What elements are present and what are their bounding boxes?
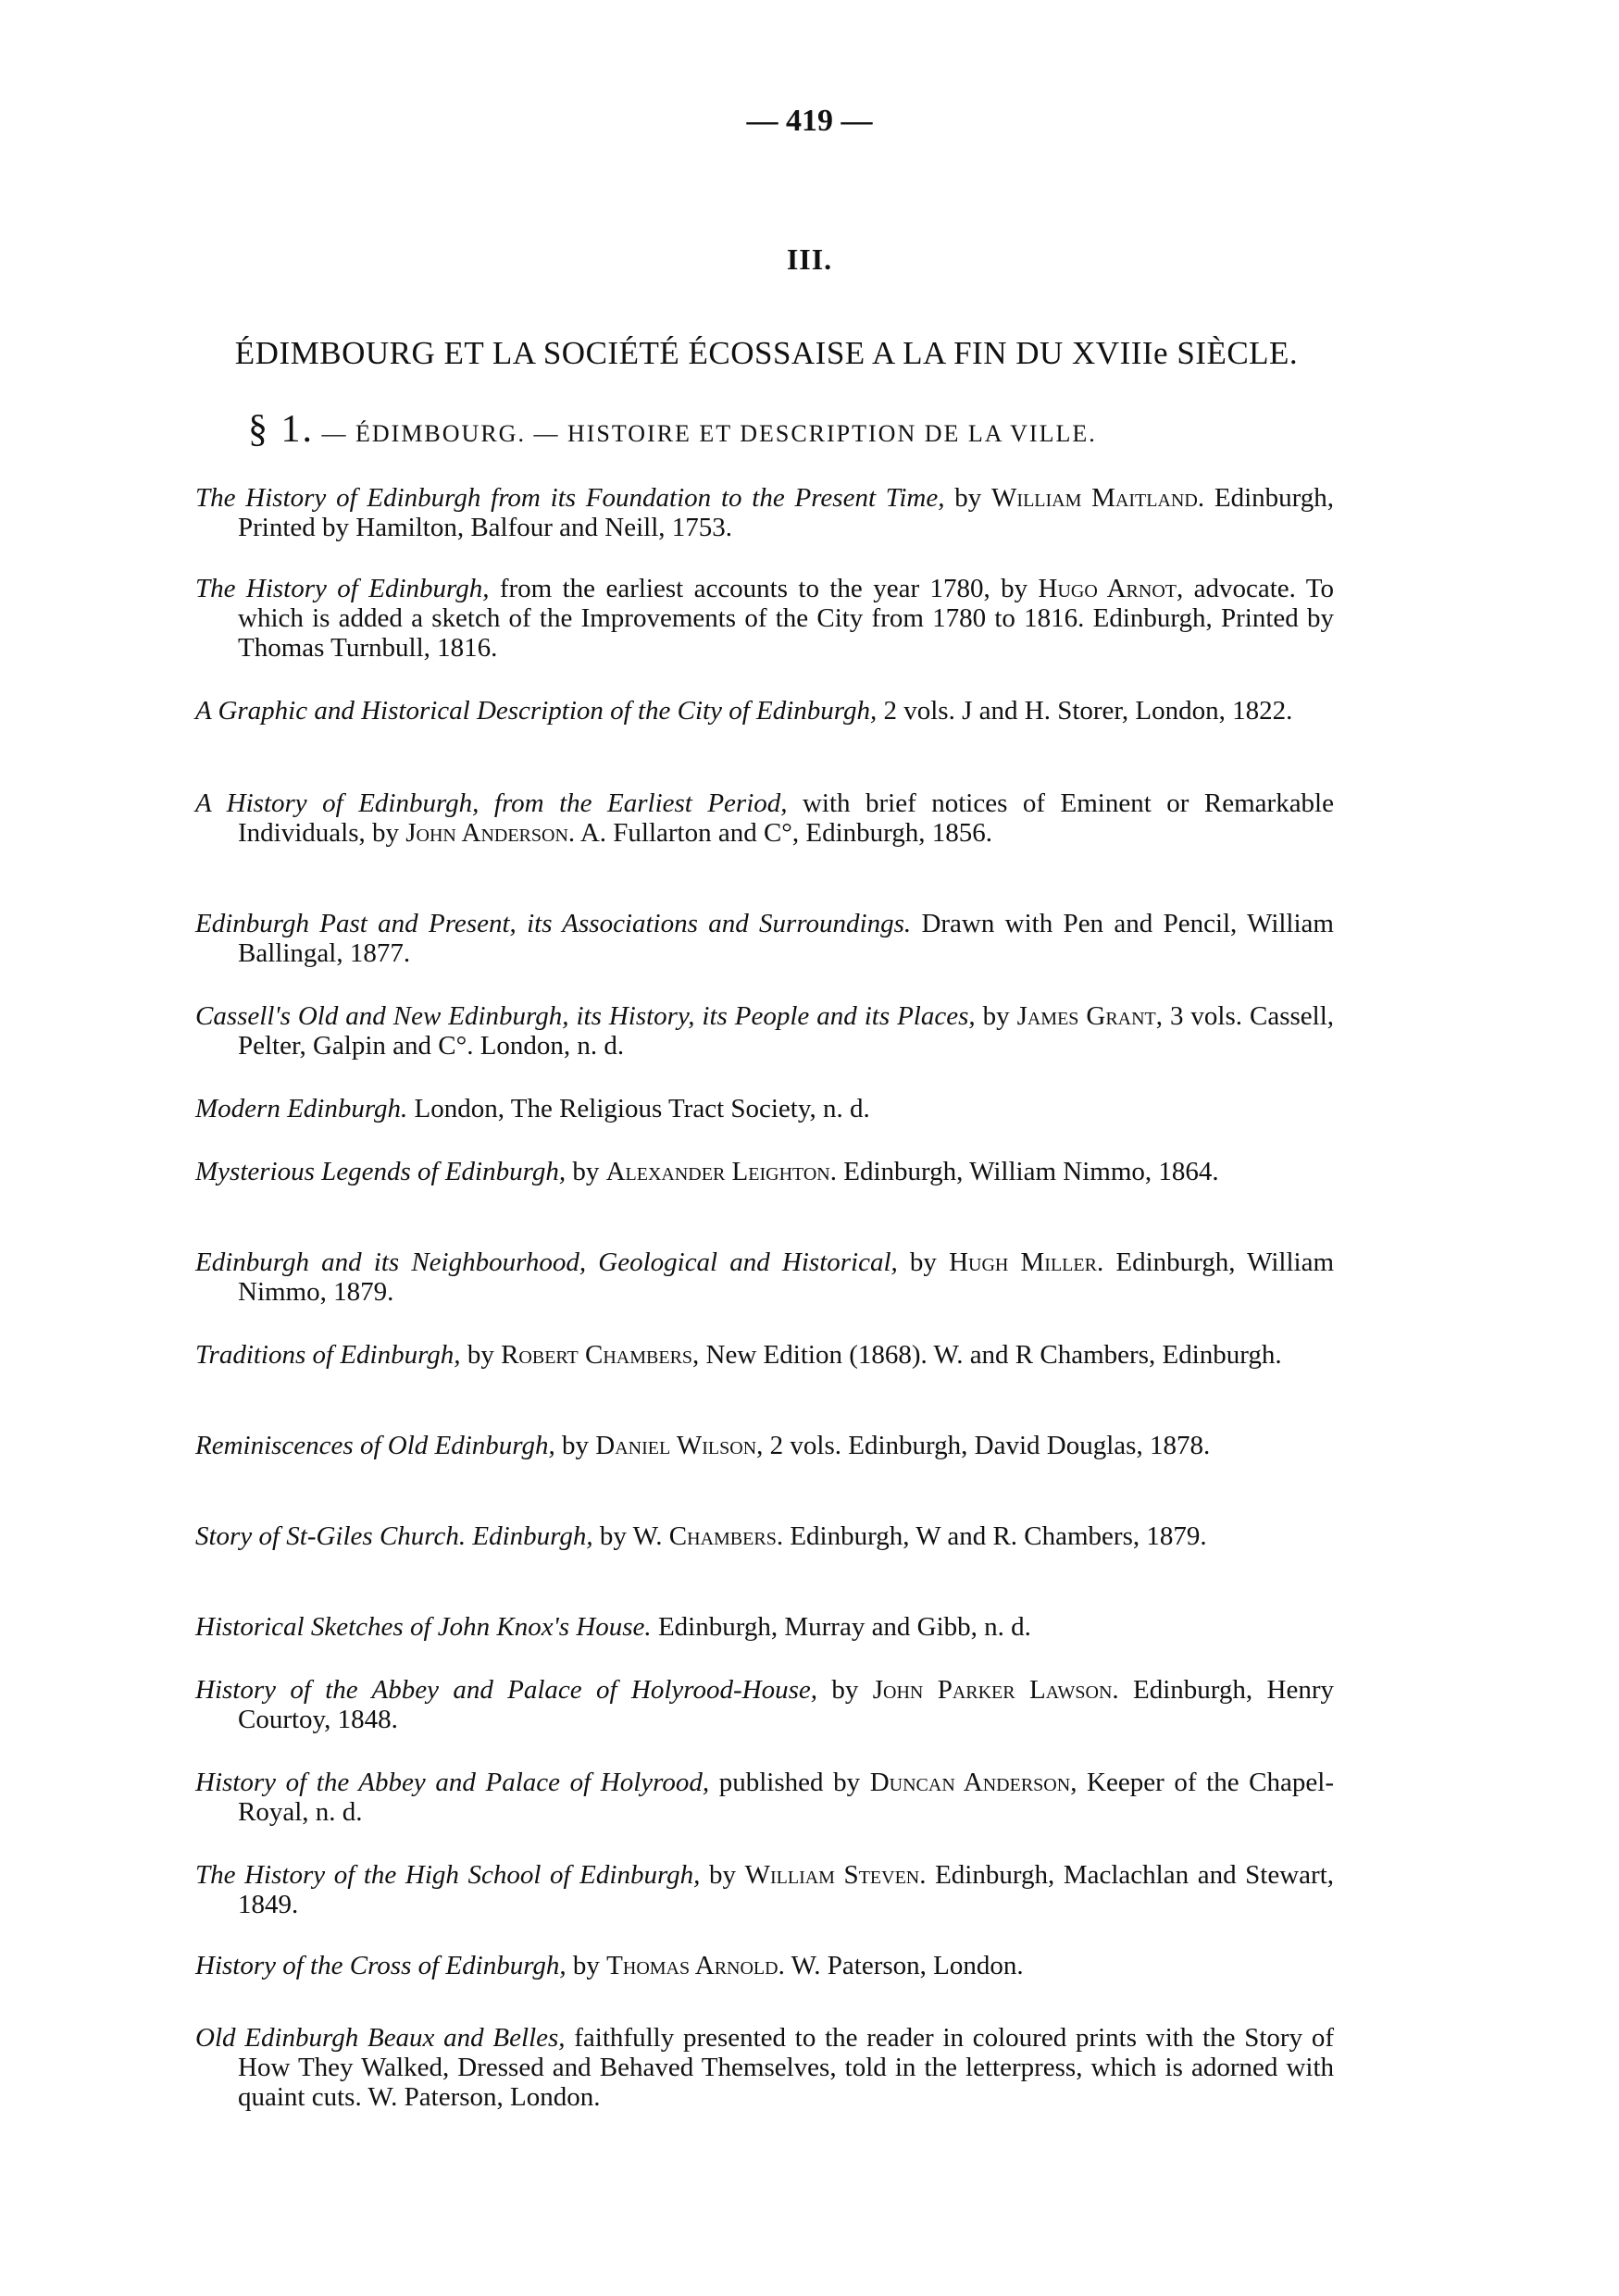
entry-text: . W. Paterson, London. xyxy=(778,1951,1024,1980)
entry-author: Hugo Arnot xyxy=(1038,574,1177,603)
bibliography-entry xyxy=(195,1951,1334,1980)
bibliography-entry xyxy=(195,1431,1334,1460)
bibliography-entry xyxy=(195,483,1334,542)
bibliography-entry xyxy=(195,1001,1334,1061)
entry-text: published by xyxy=(709,1768,870,1797)
entry-title: Reminiscences of Old Edinburgh, xyxy=(195,1431,555,1460)
entry-text: , 3 vols. Cassell, Pelter, Galpin and C°. London, n. d. xyxy=(238,1001,1335,1061)
entry-author: Alexander Leighton xyxy=(605,1157,830,1186)
entry-author: John Parker Lawson xyxy=(872,1675,1113,1705)
chapter-title: ÉDIMBOURG ET LA SOCIÉTÉ ÉCOSSAISE A LA FIN DU XVIIIe SIÈCLE. xyxy=(234,335,1299,371)
entry-text: London, The Religious Tract Society, n. d. xyxy=(407,1094,870,1123)
entry-title: History of the Cross of Edinburgh, xyxy=(195,1951,567,1980)
entry-text: 2 vols. J and H. Storer, London, 1822. xyxy=(877,696,1293,726)
entry-text: by xyxy=(975,1001,1017,1031)
entry-title: The History of Edinburgh, xyxy=(195,574,490,603)
bibliography-entry xyxy=(195,909,1334,968)
entry-text: . Edinburgh, Printed by Hamilton, Balfour and Neill, 1753. xyxy=(238,483,1335,542)
entry-text: , New Edition (1868). W. and R Chambers, Edinburgh. xyxy=(692,1340,1282,1370)
entry-text: by xyxy=(944,483,992,513)
entry-text: by xyxy=(566,1157,606,1186)
bibliography-entry xyxy=(195,1612,1334,1642)
entry-text: . Edinburgh, William Nimmo, 1879. xyxy=(238,1247,1335,1307)
entry-title: Edinburgh Past and Present, its Associations and Surroundings. xyxy=(195,909,912,938)
entry-title: Historical Sketches of John Knox's House. xyxy=(195,1612,652,1642)
page-number: — 419 — xyxy=(746,104,873,138)
section-heading-text: — ÉDIMBOURG. — HISTOIRE ET DESCRIPTION DE LA VILLE. xyxy=(321,420,1097,447)
entry-author: Robert Chambers xyxy=(501,1340,693,1370)
entry-text: faithfully presented to the reader in coloured prints with the Story of How They Walked, Dressed and Behaved Themselves, told in the letterpress, which is adorned with quaint cuts. W. Paterson, London. xyxy=(238,2023,1334,2112)
entry-title: Old Edinburgh Beaux and Belles, xyxy=(195,2023,566,2053)
section-heading xyxy=(248,407,1322,452)
bibliography-entry xyxy=(195,1768,1334,1827)
entry-author: Daniel Wilson xyxy=(595,1431,757,1460)
entry-text: from the earliest accounts to the year 1780, by xyxy=(489,574,1039,603)
entry-author: William Maitland xyxy=(991,483,1198,513)
entry-text: Edinburgh, Murray and Gibb, n. d. xyxy=(651,1612,1031,1642)
entry-text: . Edinburgh, W and R. Chambers, 1879. xyxy=(776,1521,1207,1551)
entry-author: William Steven xyxy=(744,1860,920,1890)
bibliography-entry xyxy=(195,1521,1334,1551)
entry-text: with brief notices of Eminent or Remarkable Individuals, by xyxy=(238,788,1334,848)
bibliography-entry xyxy=(195,574,1334,663)
entry-author: Hugh Miller xyxy=(949,1247,1097,1277)
entry-title: Traditions of Edinburgh, xyxy=(195,1340,461,1370)
entry-text: . Edinburgh, William Nimmo, 1864. xyxy=(829,1157,1219,1186)
entry-author: Chambers xyxy=(668,1521,777,1551)
bibliography-entry xyxy=(195,1094,1334,1123)
entry-text: by xyxy=(700,1860,745,1890)
bibliography-entry xyxy=(195,1157,1334,1186)
entry-text: , 2 vols. Edinburgh, David Douglas, 1878. xyxy=(756,1431,1211,1460)
entry-title: A History of Edinburgh, from the Earliest Period, xyxy=(195,788,788,818)
entry-text: by xyxy=(554,1431,596,1460)
entry-title: Mysterious Legends of Edinburgh, xyxy=(195,1157,567,1186)
entry-author: James Grant xyxy=(1016,1001,1156,1031)
bibliography-entry xyxy=(195,696,1334,726)
entry-title: The History of Edinburgh from its Foundation to the Present Time, xyxy=(195,483,945,513)
part-heading: III. xyxy=(786,242,833,276)
entry-title: History of the Abbey and Palace of Holyrood, xyxy=(195,1768,710,1797)
entry-text: . A. Fullarton and C°, Edinburgh, 1856. xyxy=(567,818,993,848)
entry-text: , Keeper of the Chapel-Royal, n. d. xyxy=(238,1768,1334,1827)
entry-title: A Graphic and Historical Description of the City of Edinburgh, xyxy=(195,696,878,726)
entry-author: John Anderson xyxy=(405,818,568,848)
entry-title: Story of St-Giles Church. Edinburgh, xyxy=(195,1521,593,1551)
entry-text: by W. xyxy=(592,1521,669,1551)
entry-text: . Edinburgh, Maclachlan and Stewart, 1849. xyxy=(238,1860,1335,1919)
bibliography-entry xyxy=(195,788,1334,848)
bibliography-entry xyxy=(195,1340,1334,1370)
bibliography-entry xyxy=(195,1247,1334,1307)
entry-text: by xyxy=(897,1247,950,1277)
entry-title: The History of the High School of Edinburgh, xyxy=(195,1860,701,1890)
entry-text: , advocate. To which is added a sketch of the Improvements of the City from 1780 to 1816. Edinburgh, Printed by Thomas Turnbull, 1816. xyxy=(238,574,1334,663)
entry-text: Drawn with Pen and Pencil, William Ballingal, 1877. xyxy=(238,909,1334,968)
entry-author: Duncan Anderson xyxy=(869,1768,1071,1797)
entry-text: by xyxy=(460,1340,502,1370)
entry-text: . Edinburgh, Henry Courtoy, 1848. xyxy=(238,1675,1334,1734)
bibliography-entry xyxy=(195,1860,1334,1919)
entry-title: Edinburgh and its Neighbourhood, Geological and Historical, xyxy=(195,1247,898,1277)
bibliography-entry xyxy=(195,2023,1334,2112)
bibliography-entry xyxy=(195,1675,1334,1734)
entry-title: Cassell's Old and New Edinburgh, its History, its People and its Places, xyxy=(195,1001,976,1031)
entry-title: History of the Abbey and Palace of Holyrood-House, xyxy=(195,1675,818,1705)
entry-title: Modern Edinburgh. xyxy=(195,1094,408,1123)
entry-text: by xyxy=(566,1951,607,1980)
entry-author: Thomas Arnold xyxy=(606,1951,778,1980)
entry-text: by xyxy=(817,1675,873,1705)
section-symbol: § 1. xyxy=(248,408,314,451)
